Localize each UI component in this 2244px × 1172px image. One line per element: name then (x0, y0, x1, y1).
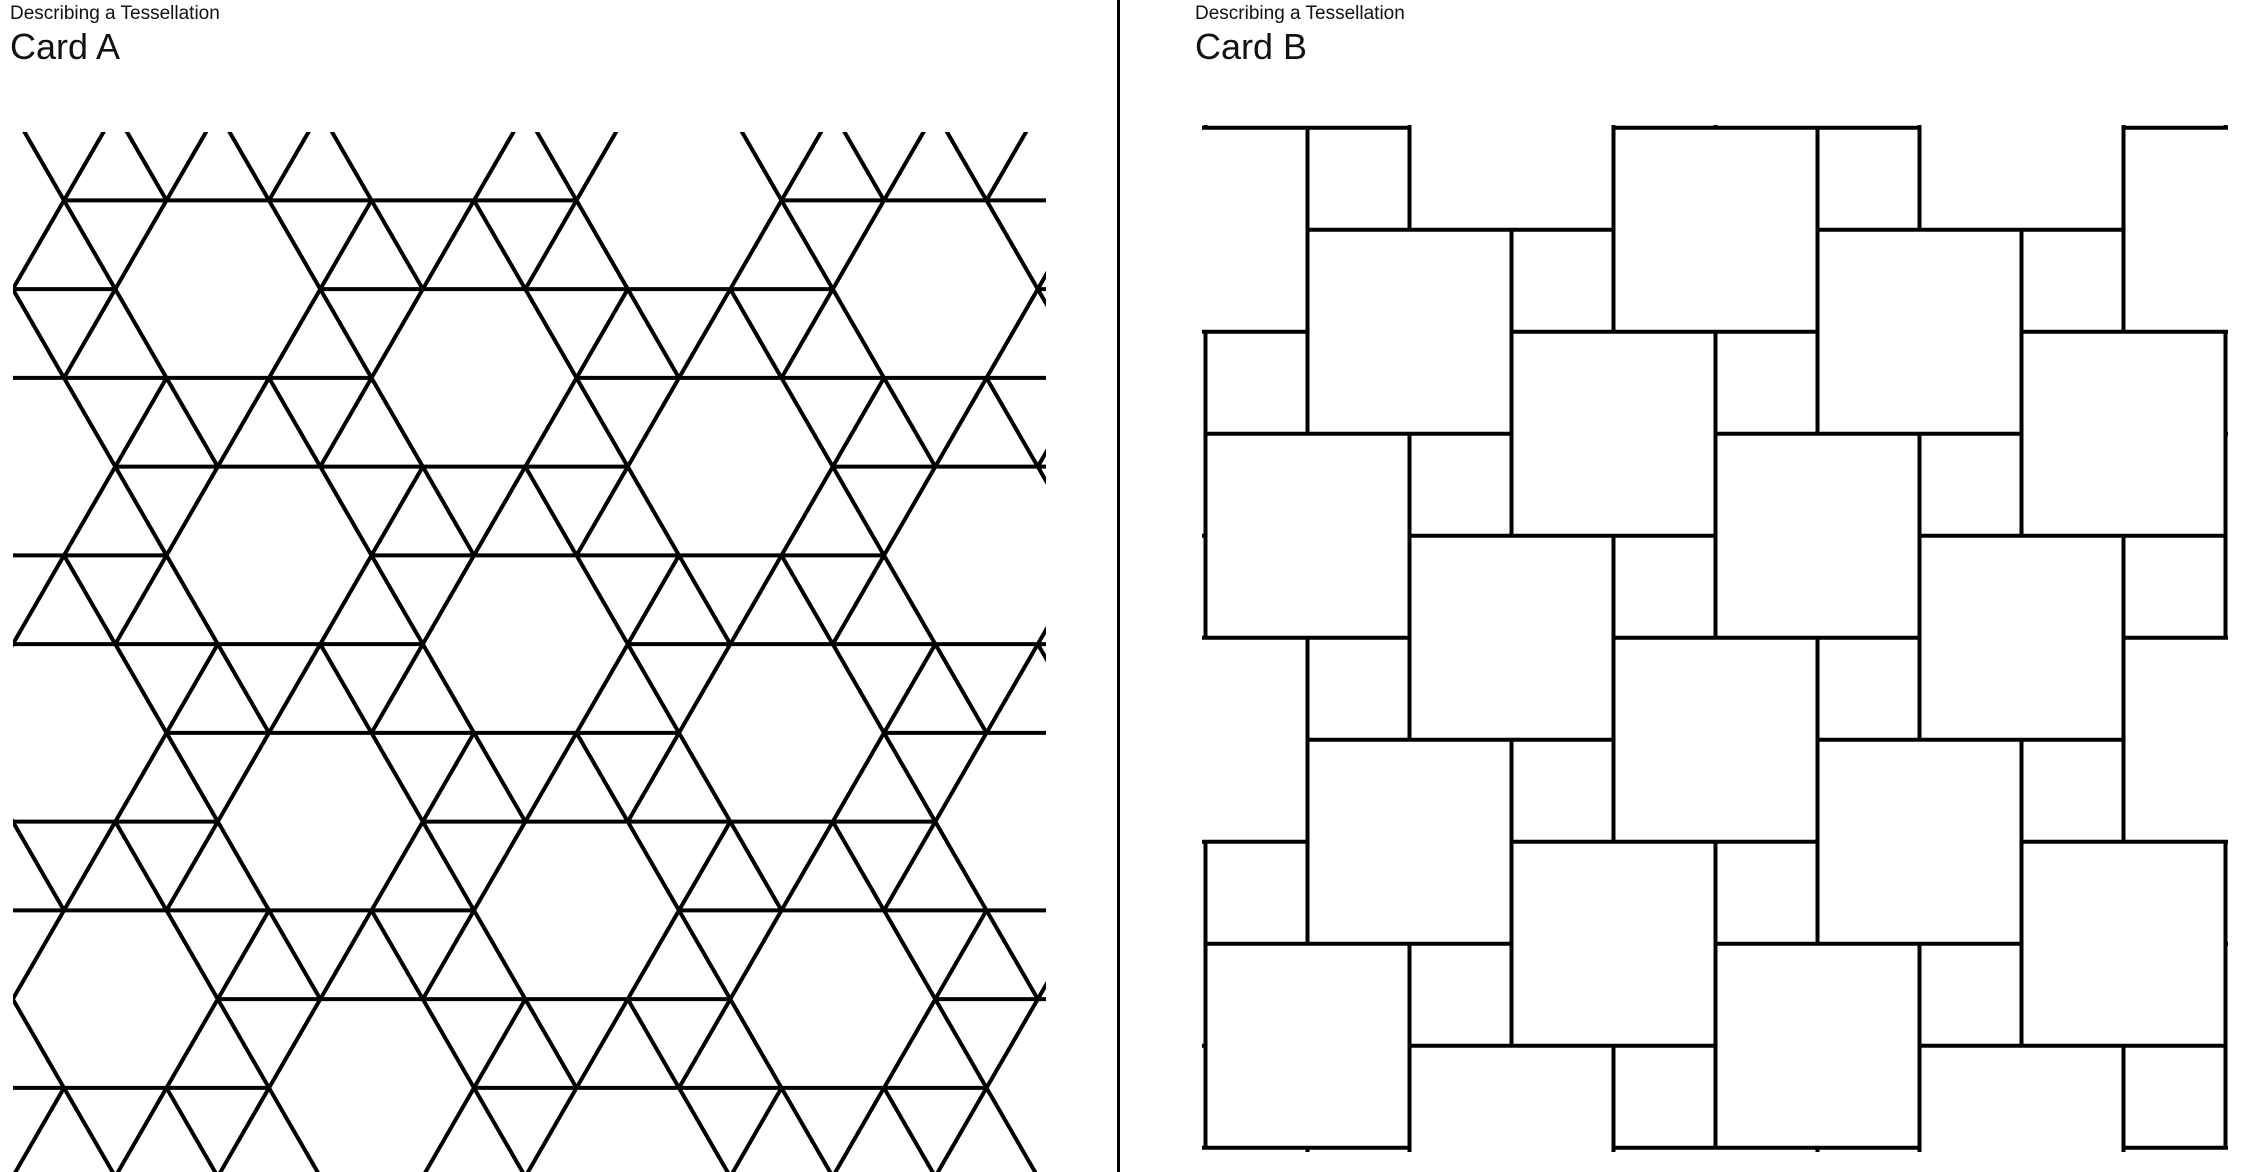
vertical-divider (1117, 0, 1120, 1172)
card-a-eyebrow: Describing a Tessellation (10, 3, 220, 24)
card-a-title: Card A (10, 26, 121, 67)
card-a-tessellation-drawing (13, 132, 1046, 1172)
card-b-tessellation-drawing (1202, 125, 2228, 1152)
card-b-eyebrow: Describing a Tessellation (1195, 3, 1405, 24)
card-b-title: Card B (1195, 26, 1308, 67)
